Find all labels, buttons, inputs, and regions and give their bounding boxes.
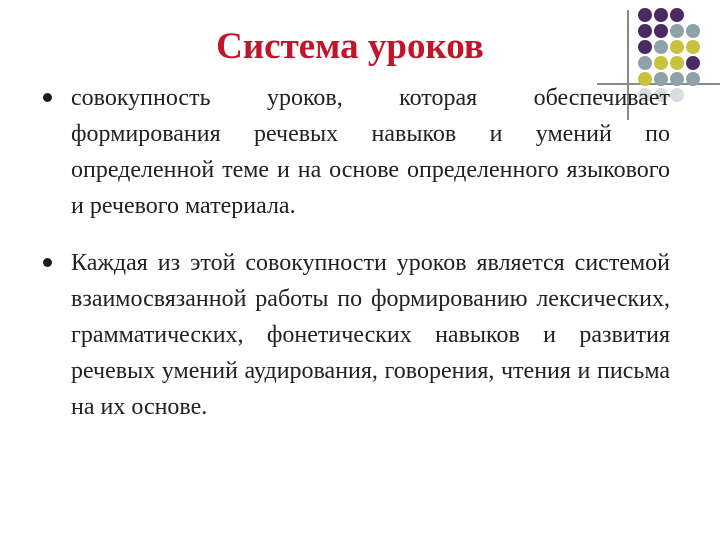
list-item-text: совокупность уроков, которая обеспечивает формирования речевых навыков и умений по определенной теме и на основе определенного языкового и речевого материала. [71,85,670,219]
list-item [40,245,670,425]
decorative-dot [638,40,652,54]
slide-title: Система уроков [216,26,484,67]
bullet-list [40,80,670,446]
decorative-dot [654,24,668,38]
decorative-dot [638,24,652,38]
decorative-dot [686,56,700,70]
decorative-dot [686,24,700,38]
bullet-dot-icon [43,93,52,102]
list-item [40,80,670,224]
decorative-dot [654,56,668,70]
decorative-dot [638,56,652,70]
decorative-dot [686,40,700,54]
decorative-dot [654,40,668,54]
bullet-dot-icon [43,258,52,267]
decorative-dot [670,24,684,38]
decorative-dot [638,8,652,22]
decorative-dot [670,40,684,54]
decorative-dot [670,56,684,70]
decorative-dot [670,8,684,22]
list-item-text: Каждая из этой совокупности уроков является системой взаимосвязанной работы по формированию лексических, грамматических, фонетических навыков и развития речевых умений аудирования, говорения, чтения и письма на их основе. [71,250,670,420]
decorative-dot [670,72,684,86]
decorative-dot [686,72,700,86]
decorative-dot [654,8,668,22]
decorative-dot [670,88,684,102]
